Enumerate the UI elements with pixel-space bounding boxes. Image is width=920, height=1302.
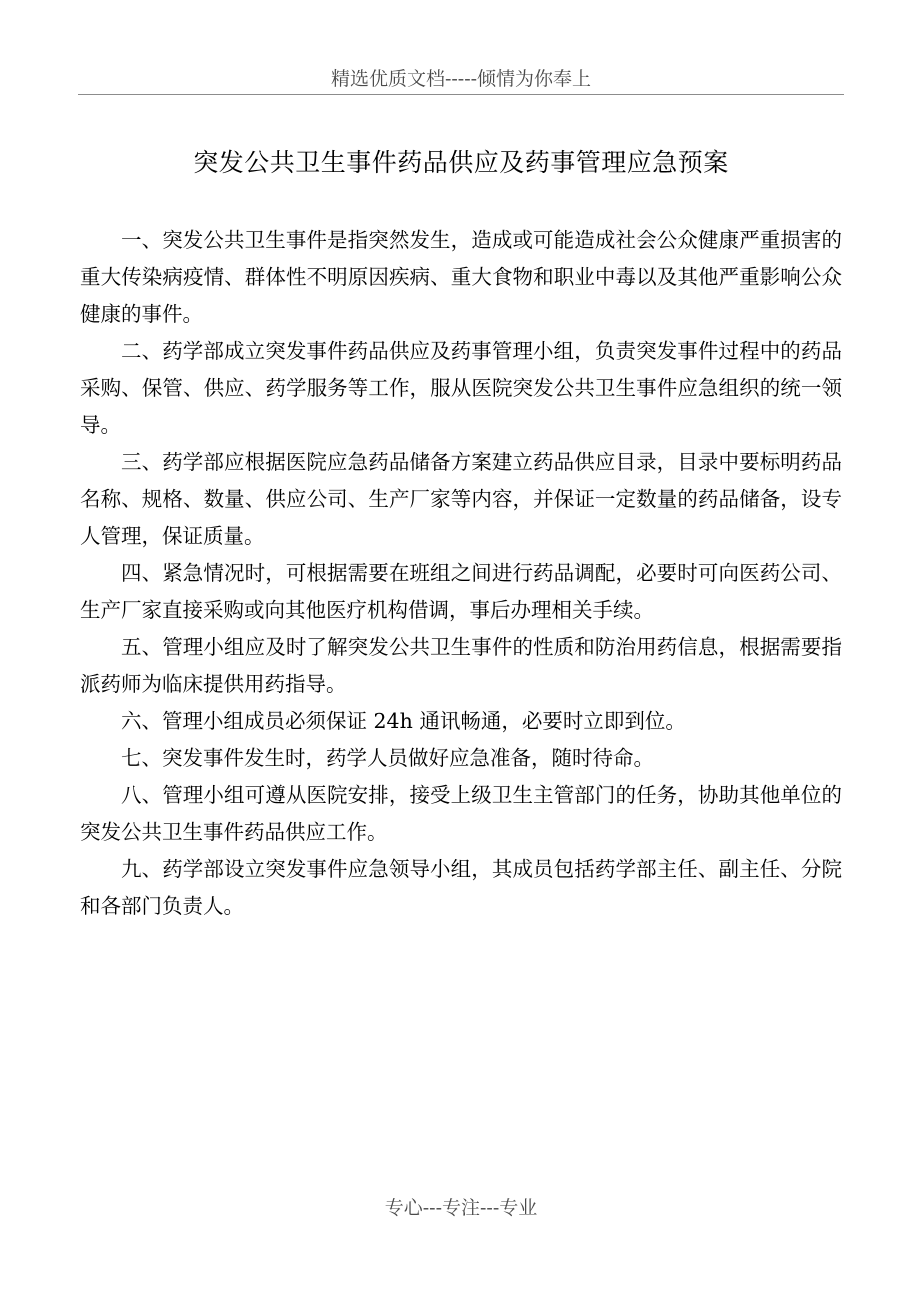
paragraph-2: 二、药学部成立突发事件药品供应及药事管理小组，负责突发事件过程中的药品采购、保管、供应、药学服务等工作，服从医院突发公共卫生事件应急组织的统一领导。	[80, 339, 842, 437]
document-body	[80, 222, 842, 925]
paragraph-8: 八、管理小组可遵从医院安排，接受上级卫生主管部门的任务，协助其他单位的突发公共卫生事件药品供应工作。	[80, 783, 842, 844]
paragraph-6: 六、管理小组成员必须保证 24h 通讯畅通，必要时立即到位。	[121, 709, 686, 733]
document-title: 突发公共卫生事件药品供应及药事管理应急预案	[193, 148, 729, 177]
paragraph-7: 七、突发事件发生时，药学人员做好应急准备，随时待命。	[121, 746, 654, 770]
paragraph-1: 一、突发公共卫生事件是指突然发生，造成或可能造成社会公众健康严重损害的重大传染病疫情、群体性不明原因疾病、重大食物和职业中毒以及其他严重影响公众健康的事件。	[80, 228, 842, 326]
paragraph-5: 五、管理小组应及时了解突发公共卫生事件的性质和防治用药信息，根据需要指派药师为临床提供用药指导。	[80, 635, 842, 696]
paragraph-9: 九、药学部设立突发事件应急领导小组，其成员包括药学部主任、副主任、分院和各部门负责人。	[80, 857, 842, 918]
paragraph-3: 三、药学部应根据医院应急药品储备方案建立药品供应目录，目录中要标明药品名称、规格、数量、供应公司、生产厂家等内容，并保证一定数量的药品储备，设专人管理，保证质量。	[80, 450, 842, 548]
page-footer: 专心---专注---专业	[384, 1197, 538, 1219]
paragraph-4: 四、紧急情况时，可根据需要在班组之间进行药品调配，必要时可向医药公司、生产厂家直接采购或向其他医疗机构借调，事后办理相关手续。	[80, 561, 842, 622]
page-header: 精选优质文档-----倾情为你奉上	[330, 68, 592, 90]
header-divider	[78, 94, 844, 95]
